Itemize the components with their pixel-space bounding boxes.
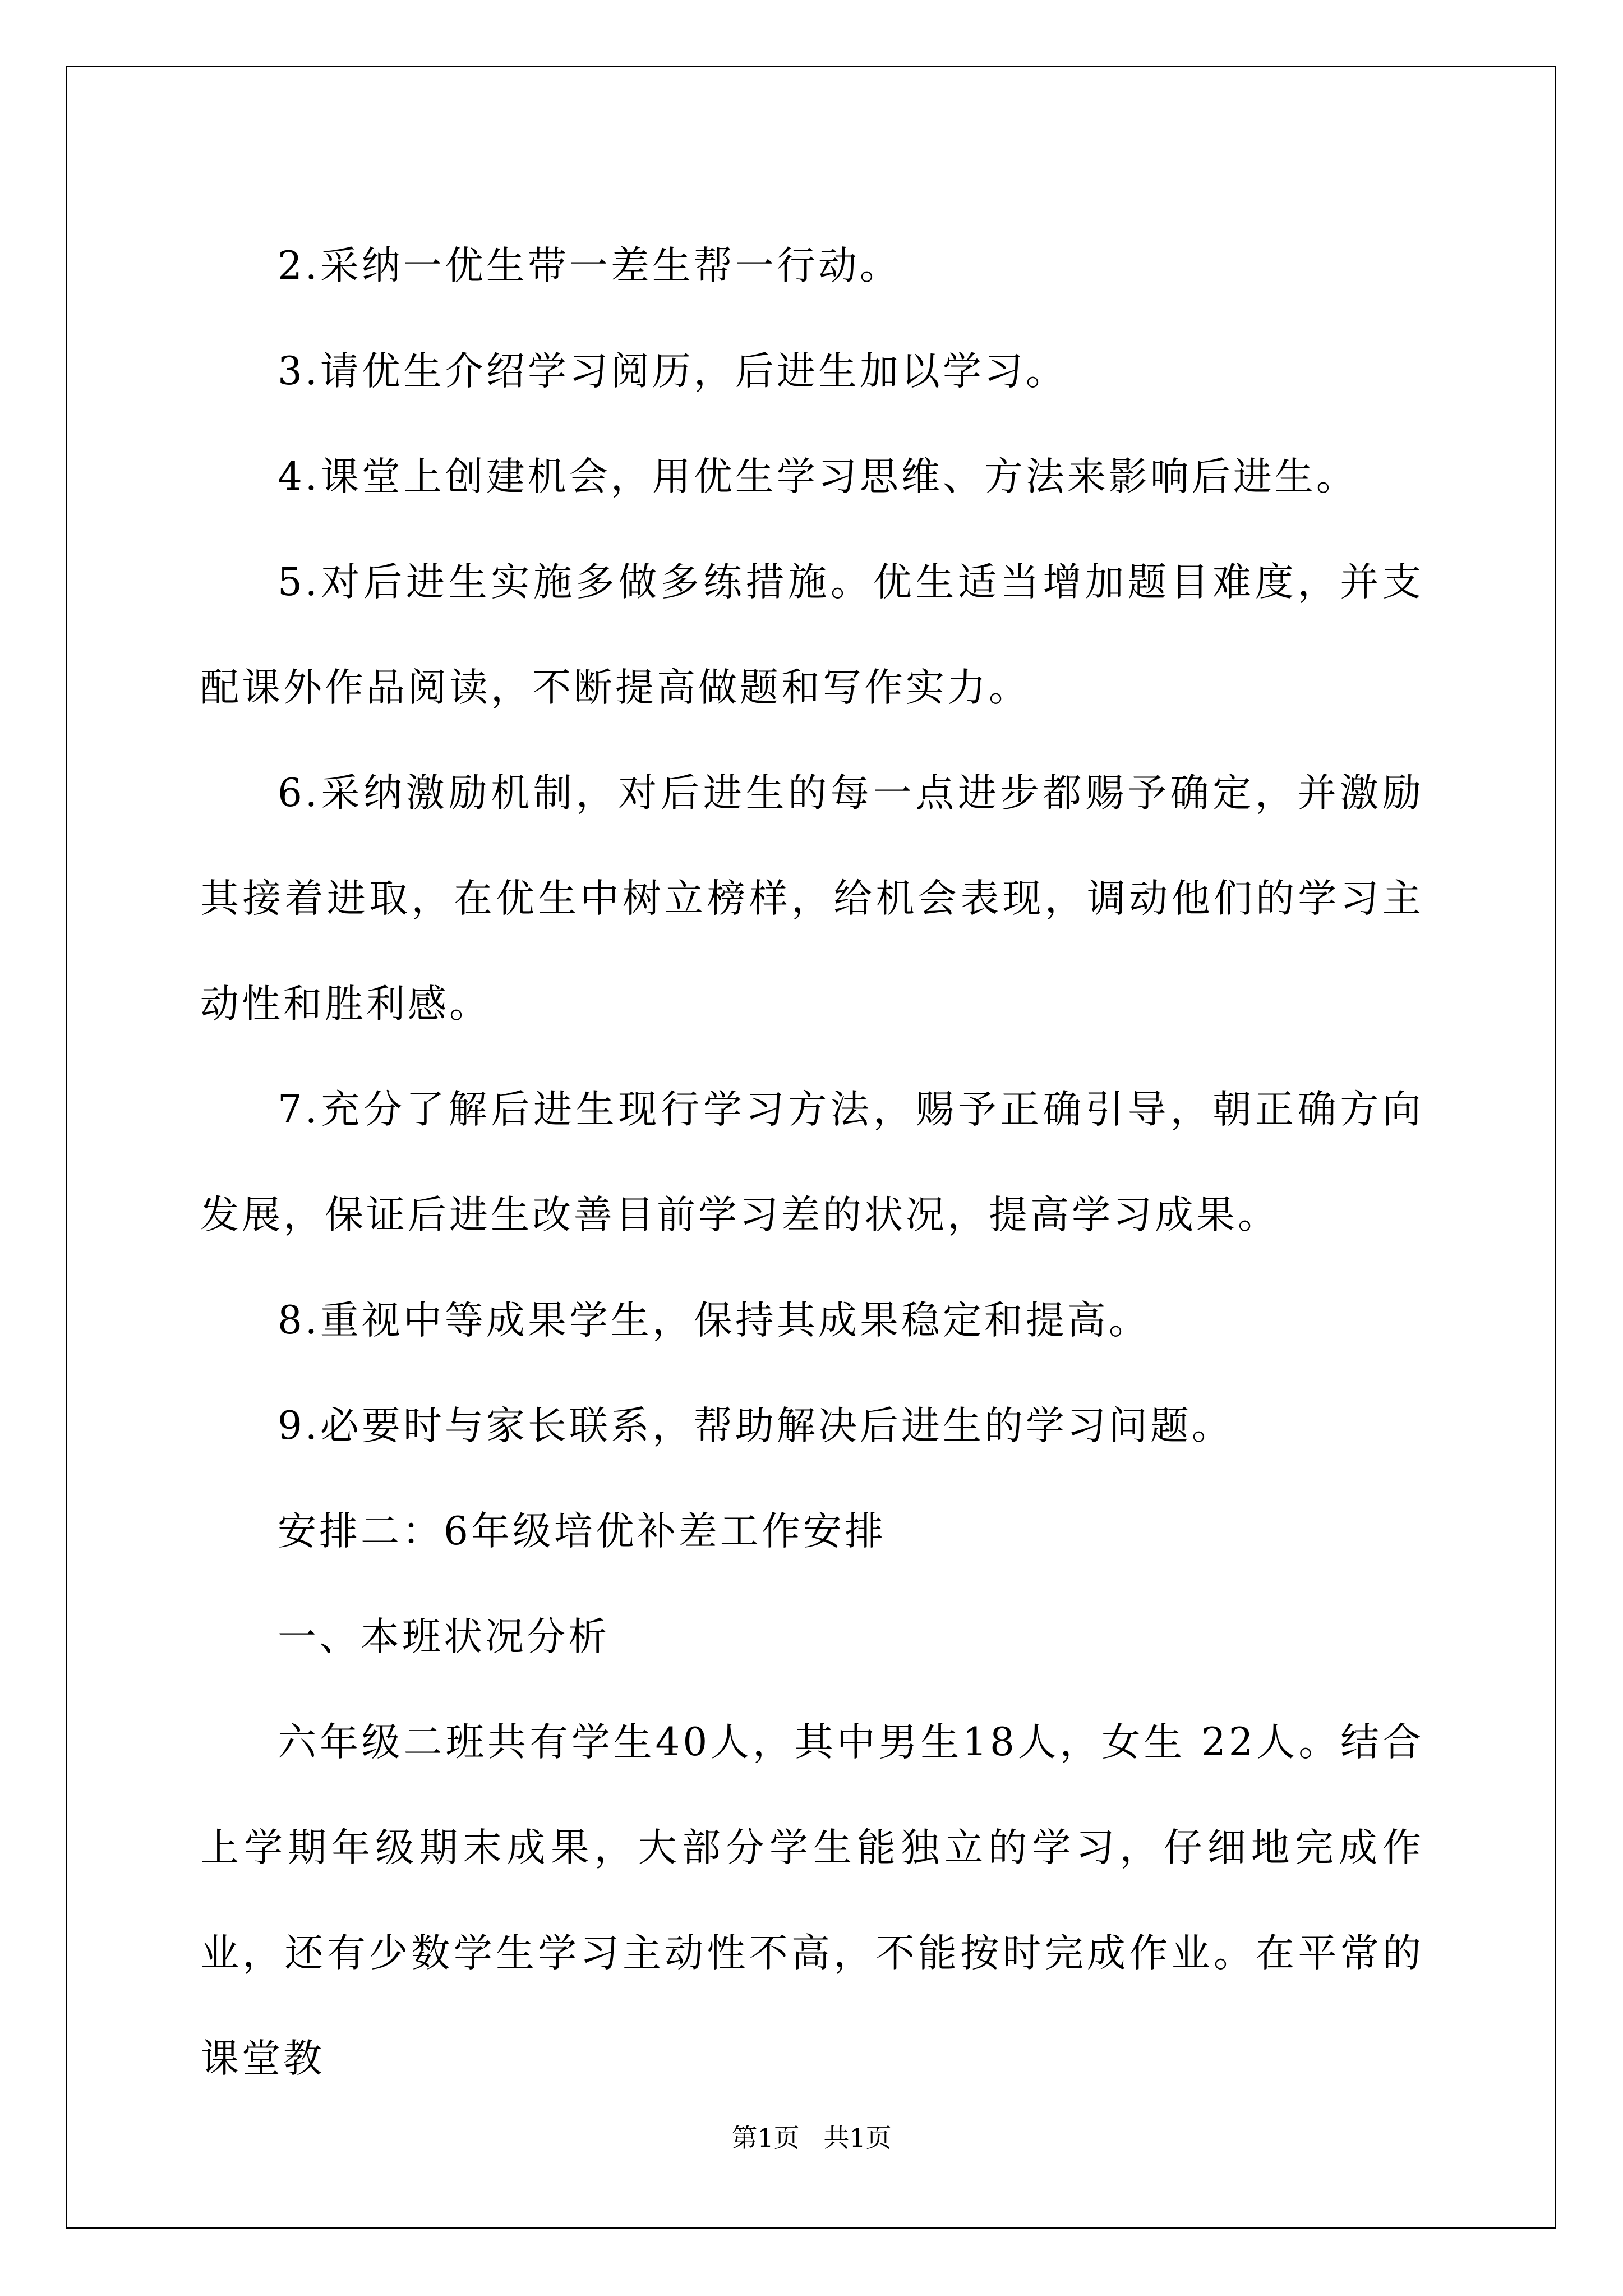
document-body [200, 213, 1424, 2111]
paragraph: 8.重视中等成果学生，保持其成果稳定和提高。 [278, 1298, 1150, 1343]
page-number: 第1页 [731, 2123, 800, 2153]
paragraph: 6.采纳激励机制，对后进生的每一点进步都赐予确定，并激励其接着进取，在优生中树立榜样，给机会表现，调动他们的学习主动性和胜利感。 [200, 771, 1424, 1027]
paragraph: 3.请优生介绍学习阅历，后进生加以学习。 [278, 349, 1067, 394]
section-heading: 安排二：6年级培优补差工作安排 [278, 1509, 886, 1554]
paragraph: 六年级二班共有学生40人，其中男生18人，女生 22人。结合上学期年级期末成果，大部分学生能独立的学习，仔细地完成作业，还有少数学生学习主动性不高，不能按时完成作业。在平常的课堂教 [200, 1720, 1424, 2081]
page-footer [0, 2118, 1623, 2155]
paragraph: 2.采纳一优生带一差生帮一行动。 [278, 243, 901, 288]
paragraph: 5.对后进生实施多做多练措施。优生适当增加题目难度，并支配课外作品阅读，不断提高做题和写作实力。 [200, 560, 1424, 710]
page-total: 共1页 [823, 2123, 892, 2153]
paragraph: 4.课堂上创建机会，用优生学习思维、方法来影响后进生。 [278, 454, 1358, 499]
paragraph: 7.充分了解后进生现行学习方法，赐予正确引导，朝正确方向发展，保证后进生改善目前学习差的状况，提高学习成果。 [200, 1087, 1424, 1237]
subsection-heading: 一、本班状况分析 [278, 1614, 610, 1659]
paragraph: 9.必要时与家长联系，帮助解决后进生的学习问题。 [278, 1404, 1233, 1448]
